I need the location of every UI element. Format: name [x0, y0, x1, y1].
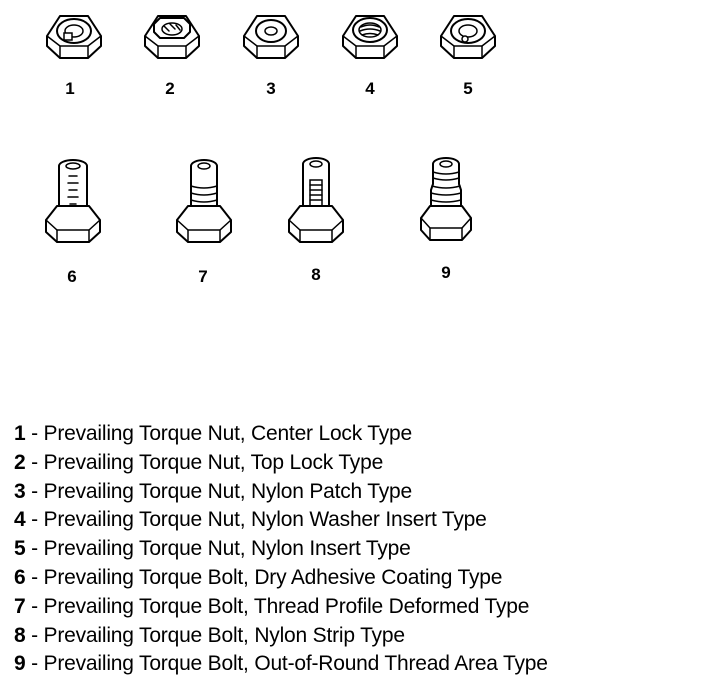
nut-2-top-lock: [145, 16, 199, 58]
legend-item-5: [14, 535, 548, 564]
legend-text: Prevailing Torque Nut, Nylon Patch Type: [43, 479, 413, 503]
legend-item-9: [14, 650, 548, 679]
legend-number: 6: [14, 565, 26, 589]
nut-1-label: 1: [65, 79, 75, 98]
legend-separator: -: [25, 422, 44, 445]
bolt-8-nylon-strip: [289, 158, 343, 242]
legend-text: Prevailing Torque Bolt, Dry Adhesive Coating Type: [43, 565, 503, 589]
legend-text: Prevailing Torque Nut, Nylon Washer Insert Type: [43, 508, 487, 532]
nut-4-nylon-washer-insert: [343, 16, 397, 58]
legend-text: Prevailing Torque Nut, Top Lock Type: [43, 450, 384, 474]
legend-text: Prevailing Torque Bolt, Out-of-Round Thread Area Type: [43, 652, 548, 676]
bolt-7-thread-deformed: [177, 160, 231, 242]
legend-list: [14, 420, 548, 679]
legend-text: Prevailing Torque Bolt, Nylon Strip Type: [43, 623, 405, 647]
legend-separator: -: [25, 450, 44, 474]
legend-number: 4: [14, 508, 26, 532]
legend-item-6: [14, 564, 548, 593]
legend-text: Prevailing Torque Nut, Center Lock Type: [43, 422, 413, 445]
nut-4-label: 4: [365, 79, 375, 98]
nut-3-label: 3: [266, 79, 276, 98]
legend-item-8: [14, 622, 548, 651]
legend-item-3: [14, 478, 548, 507]
legend-text: Prevailing Torque Nut, Nylon Insert Type: [43, 537, 411, 561]
legend-number: 9: [14, 652, 26, 676]
bolt-9-label: 9: [441, 263, 451, 282]
legend-separator: -: [25, 594, 44, 618]
bolt-9-out-of-round: [421, 158, 471, 240]
legend-separator: -: [25, 623, 44, 647]
legend-separator: -: [25, 508, 44, 532]
legend-item-4: [14, 506, 548, 535]
nut-2-label: 2: [165, 79, 175, 98]
legend-separator: -: [25, 565, 44, 589]
legend-item-1: [14, 420, 548, 449]
legend-item-7: [14, 593, 548, 622]
nut-3-nylon-patch: [244, 16, 298, 58]
legend-number: 8: [14, 623, 26, 647]
nut-5-nylon-insert: [441, 16, 495, 58]
legend-separator: -: [25, 479, 44, 503]
legend-number: 2: [14, 450, 26, 474]
legend-separator: -: [25, 652, 44, 676]
bolt-6-label: 6: [67, 267, 77, 286]
legend-separator: -: [25, 537, 44, 561]
legend-number: 3: [14, 479, 26, 503]
legend-number: 1: [14, 422, 26, 445]
legend-text: Prevailing Torque Bolt, Thread Profile Deformed Type: [43, 594, 530, 618]
legend-item-2: [14, 449, 548, 478]
bolt-7-label: 7: [198, 267, 208, 286]
nut-1-center-lock: [47, 16, 101, 58]
legend-number: 7: [14, 594, 26, 618]
nut-5-label: 5: [463, 79, 473, 98]
legend-number: 5: [14, 537, 26, 561]
bolt-6-dry-adhesive: [46, 160, 100, 242]
bolt-8-label: 8: [311, 265, 321, 284]
